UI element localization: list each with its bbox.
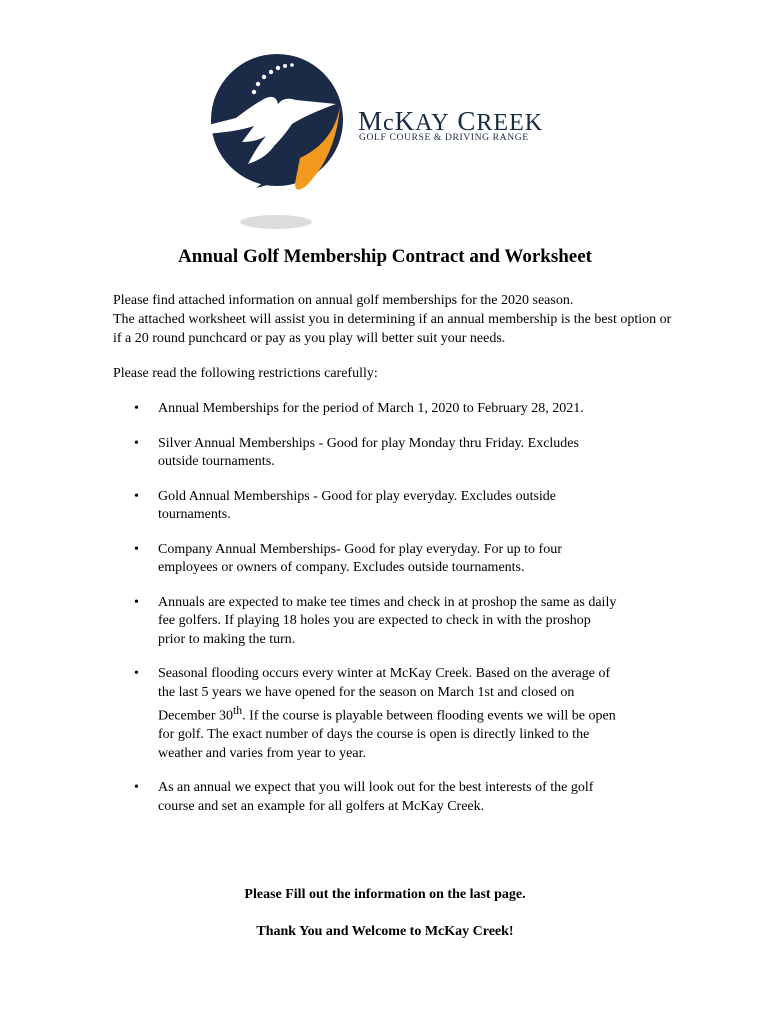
intro-line-2: The attached worksheet will assist you in determining if an annual membership is the best option or if a 20 round punchcard or pay as you play will better suit your needs. — [113, 312, 672, 346]
list-item: • Company Annual Memberships- Good for play everyday. For up to four employees or owners of company. Excludes outside tournaments. — [134, 541, 562, 575]
list-item: • Gold Annual Memberships - Good for play everyday. Excludes outside tournaments. — [134, 488, 557, 522]
bullet-icon: • — [134, 780, 139, 796]
list-item: • Seasonal flooding occurs every winter at McKay Creek. Based on the average of the last 5 years we have opened for the season on March 1st and closed on December 30th. If the course is playable between flooding events we will be open for golf. The exact number of days the course is open is directly linked to the weather and varies from year to year. — [134, 666, 616, 761]
page-title: Annual Golf Membership Contract and Worksheet — [178, 246, 592, 267]
bullet-icon: • — [134, 401, 139, 416]
brand-tagline: GOLF COURSE & DRIVING RANGE — [359, 132, 529, 143]
intro-paragraph — [113, 291, 673, 348]
list-item: • Silver Annual Memberships - Good for play Monday thru Friday. Excludes outside tournaments. — [134, 435, 579, 469]
mckay-creek-logo — [196, 46, 546, 236]
fill-out-instruction: Please Fill out the information on the last page. — [244, 887, 526, 902]
list-item: • As an annual we expect that you will look out for the best interests of the golf course and set an example for all golfers at McKay Creek. — [134, 780, 594, 814]
bullet-icon: • — [134, 488, 139, 504]
intro-line-1: Please find attached information on annual golf memberships for the 2020 season. — [113, 293, 574, 308]
brand-name: McKAY CREEK — [358, 106, 544, 136]
welcome-message: Thank You and Welcome to McKay Creek! — [256, 924, 514, 939]
restrictions-list — [113, 400, 673, 832]
bullet-icon: • — [134, 435, 139, 451]
restrictions-heading: Please read the following restrictions carefully: — [113, 366, 378, 381]
bullet-icon: • — [134, 594, 139, 610]
bullet-icon: • — [134, 541, 139, 557]
list-item: • Annual Memberships for the period of March 1, 2020 to February 28, 2021. — [113, 400, 673, 419]
list-item: • Annuals are expected to make tee times and check in at proshop the same as daily fee golfers. If playing 18 holes you are expected to check in with the proshop prior to making the turn. — [134, 594, 617, 647]
bullet-icon: • — [134, 666, 139, 681]
logo-shadow — [240, 215, 312, 229]
